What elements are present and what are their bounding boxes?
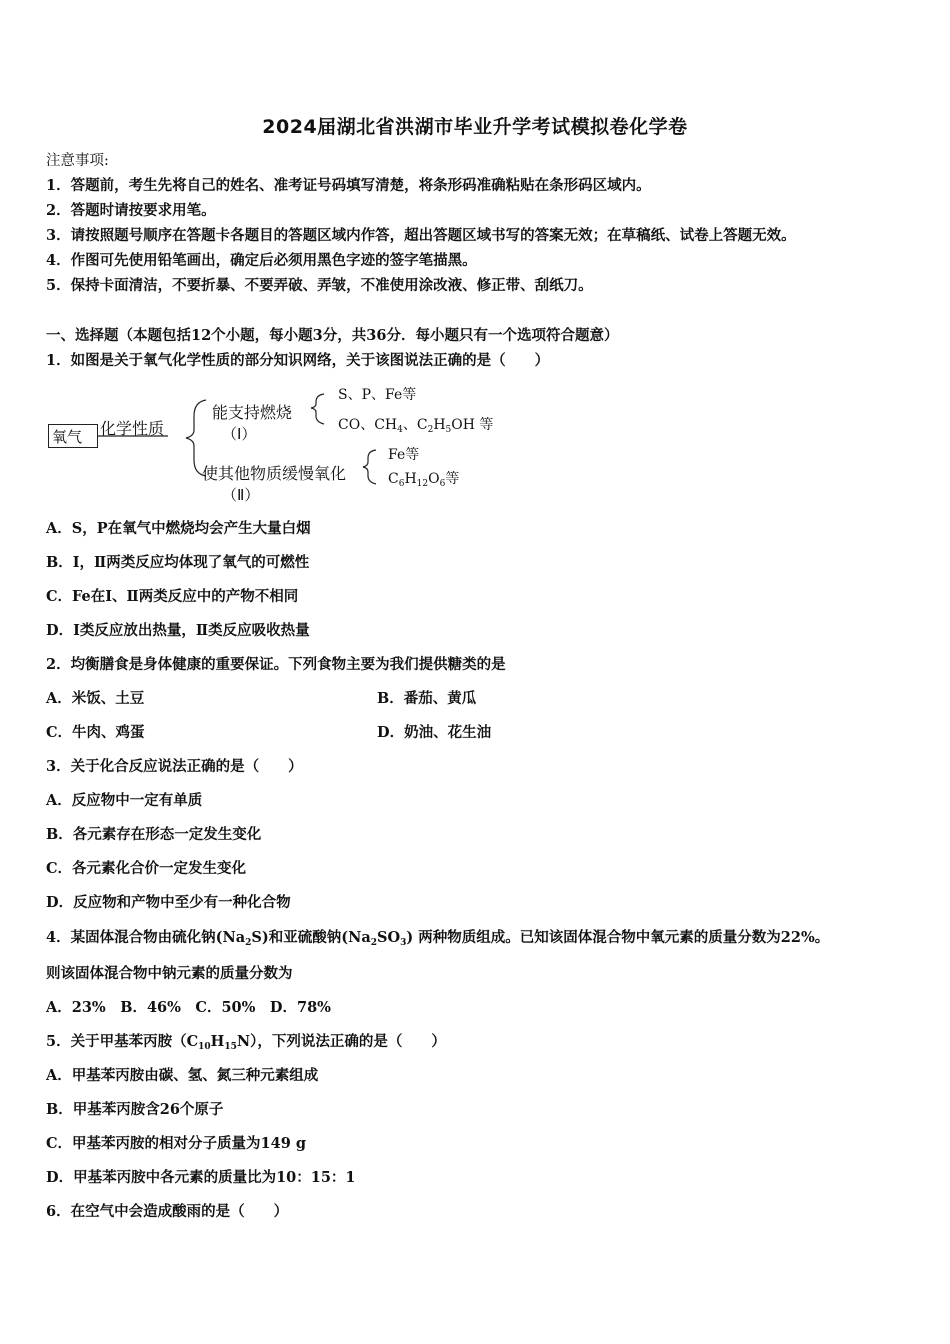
- question-1-option-a: A．S，P在氧气中燃烧均会产生大量白烟: [46, 520, 311, 537]
- question-6-stem: 6．在空气中会造成酸雨的是（ ）: [46, 1203, 289, 1220]
- question-4-options: A．23% B．46% C．50% D．78%: [46, 999, 331, 1016]
- diagram-burning-num: （Ⅰ）: [222, 425, 257, 443]
- diagram-burning-item-1: S、P、Fe等: [338, 387, 417, 403]
- question-3-option-c: C．各元素化合价一定发生变化: [46, 860, 247, 877]
- question-2-option-c: C．牛肉、鸡蛋: [46, 724, 145, 741]
- question-2-stem: 2．均衡膳食是身体健康的重要保证。下列食物主要为我们提供糖类的是: [46, 656, 506, 673]
- question-3-option-a: A．反应物中一定有单质: [46, 792, 203, 809]
- diagram-root-oxygen: 氧气: [48, 424, 98, 448]
- diagram-slow-oxidation-label: 使其他物质缓慢氧化: [202, 464, 347, 483]
- diagram-slow-oxidation-item-2: $C_6H_{12}O_6$等: [388, 471, 460, 489]
- question-3-option-d: D．反应物和产物中至少有一种化合物: [46, 894, 291, 911]
- diagram-branch-chemical-property: 化学性质: [100, 419, 165, 438]
- question-4-stem-continued: 则该固体混合物中钠元素的质量分数为: [46, 965, 293, 982]
- question-3-option-b: B．各元素存在形态一定发生变化: [46, 826, 262, 843]
- question-1-option-b: B．Ⅰ，Ⅱ两类反应均体现了氧气的可燃性: [46, 554, 310, 571]
- notice-item: 5．保持卡面清洁，不要折暴、不要弄破、弄皱，不准使用涂改液、修正带、刮纸刀。: [46, 277, 593, 294]
- notice-item: 4．作图可先使用铅笔画出，确定后必须用黑色字迹的签字笔描黑。: [46, 252, 477, 269]
- section-heading: 一、选择题（本题包括12个小题，每小题3分，共36分．每小题只有一个选项符合题意）: [46, 327, 619, 344]
- question-2-option-d: D．奶油、花生油: [377, 724, 492, 741]
- diagram-lines: [46, 380, 566, 510]
- question-1-stem: 1．如图是关于氧气化学性质的部分知识网络，关于该图说法正确的是（ ）: [46, 352, 550, 369]
- notice-item: 2．答题时请按要求用笔。: [46, 202, 216, 219]
- notice-item: 1．答题前，考生先将自己的姓名、准考证号码填写清楚，将条形码准确粘贴在条形码区域内。: [46, 177, 651, 194]
- notice-heading: 注意事项:: [46, 153, 109, 169]
- diagram-slow-oxidation-num: （Ⅱ）: [222, 486, 260, 504]
- question-5-option-b: B．甲基苯丙胺含26个原子: [46, 1101, 224, 1118]
- question-5-option-a: A．甲基苯丙胺由碳、氢、氮三种元素组成: [46, 1067, 319, 1084]
- page-title: 2024届湖北省洪湖市毕业升学考试模拟卷化学卷: [262, 116, 688, 138]
- question-5-option-d: D．甲基苯丙胺中各元素的质量比为10：15：1: [46, 1169, 356, 1186]
- question-2-option-b: B．番茄、黄瓜: [377, 690, 477, 707]
- question-1-option-c: C．Fe在Ⅰ、Ⅱ两类反应中的产物不相同: [46, 588, 299, 605]
- question-5-stem: 5．关于甲基苯丙胺$(C_{10}H_{15}N)$，下列说法正确的是（ ）: [46, 1033, 446, 1052]
- question-4-stem: 4．某固体混合物由硫化钠$(Na_2S)$和亚硫酸钠$(Na_2SO_3)$ 两种物质组成。已知该固体混合物中氧元素的质量分数为22%。: [46, 929, 830, 948]
- notice-item: 3．请按照题号顺序在答题卡各题目的答题区域内作答，超出答题区域书写的答案无效；在草稿纸、试卷上答题无效。: [46, 227, 796, 244]
- question-5-option-c: C．甲基苯丙胺的相对分子质量为149 g: [46, 1135, 306, 1152]
- diagram-slow-oxidation-item-1: Fe等: [388, 447, 420, 463]
- diagram-burning-label: 能支持燃烧: [212, 403, 293, 422]
- question-2-option-a: A．米饭、土豆: [46, 690, 145, 707]
- question-1-option-d: D．Ⅰ类反应放出热量，Ⅱ类反应吸收热量: [46, 622, 310, 639]
- oxygen-knowledge-diagram: [46, 380, 566, 510]
- diagram-burning-item-2: CO、$CH_4$、$C_2H_5OH$ 等: [338, 417, 494, 435]
- question-3-stem: 3．关于化合反应说法正确的是（ ）: [46, 758, 303, 775]
